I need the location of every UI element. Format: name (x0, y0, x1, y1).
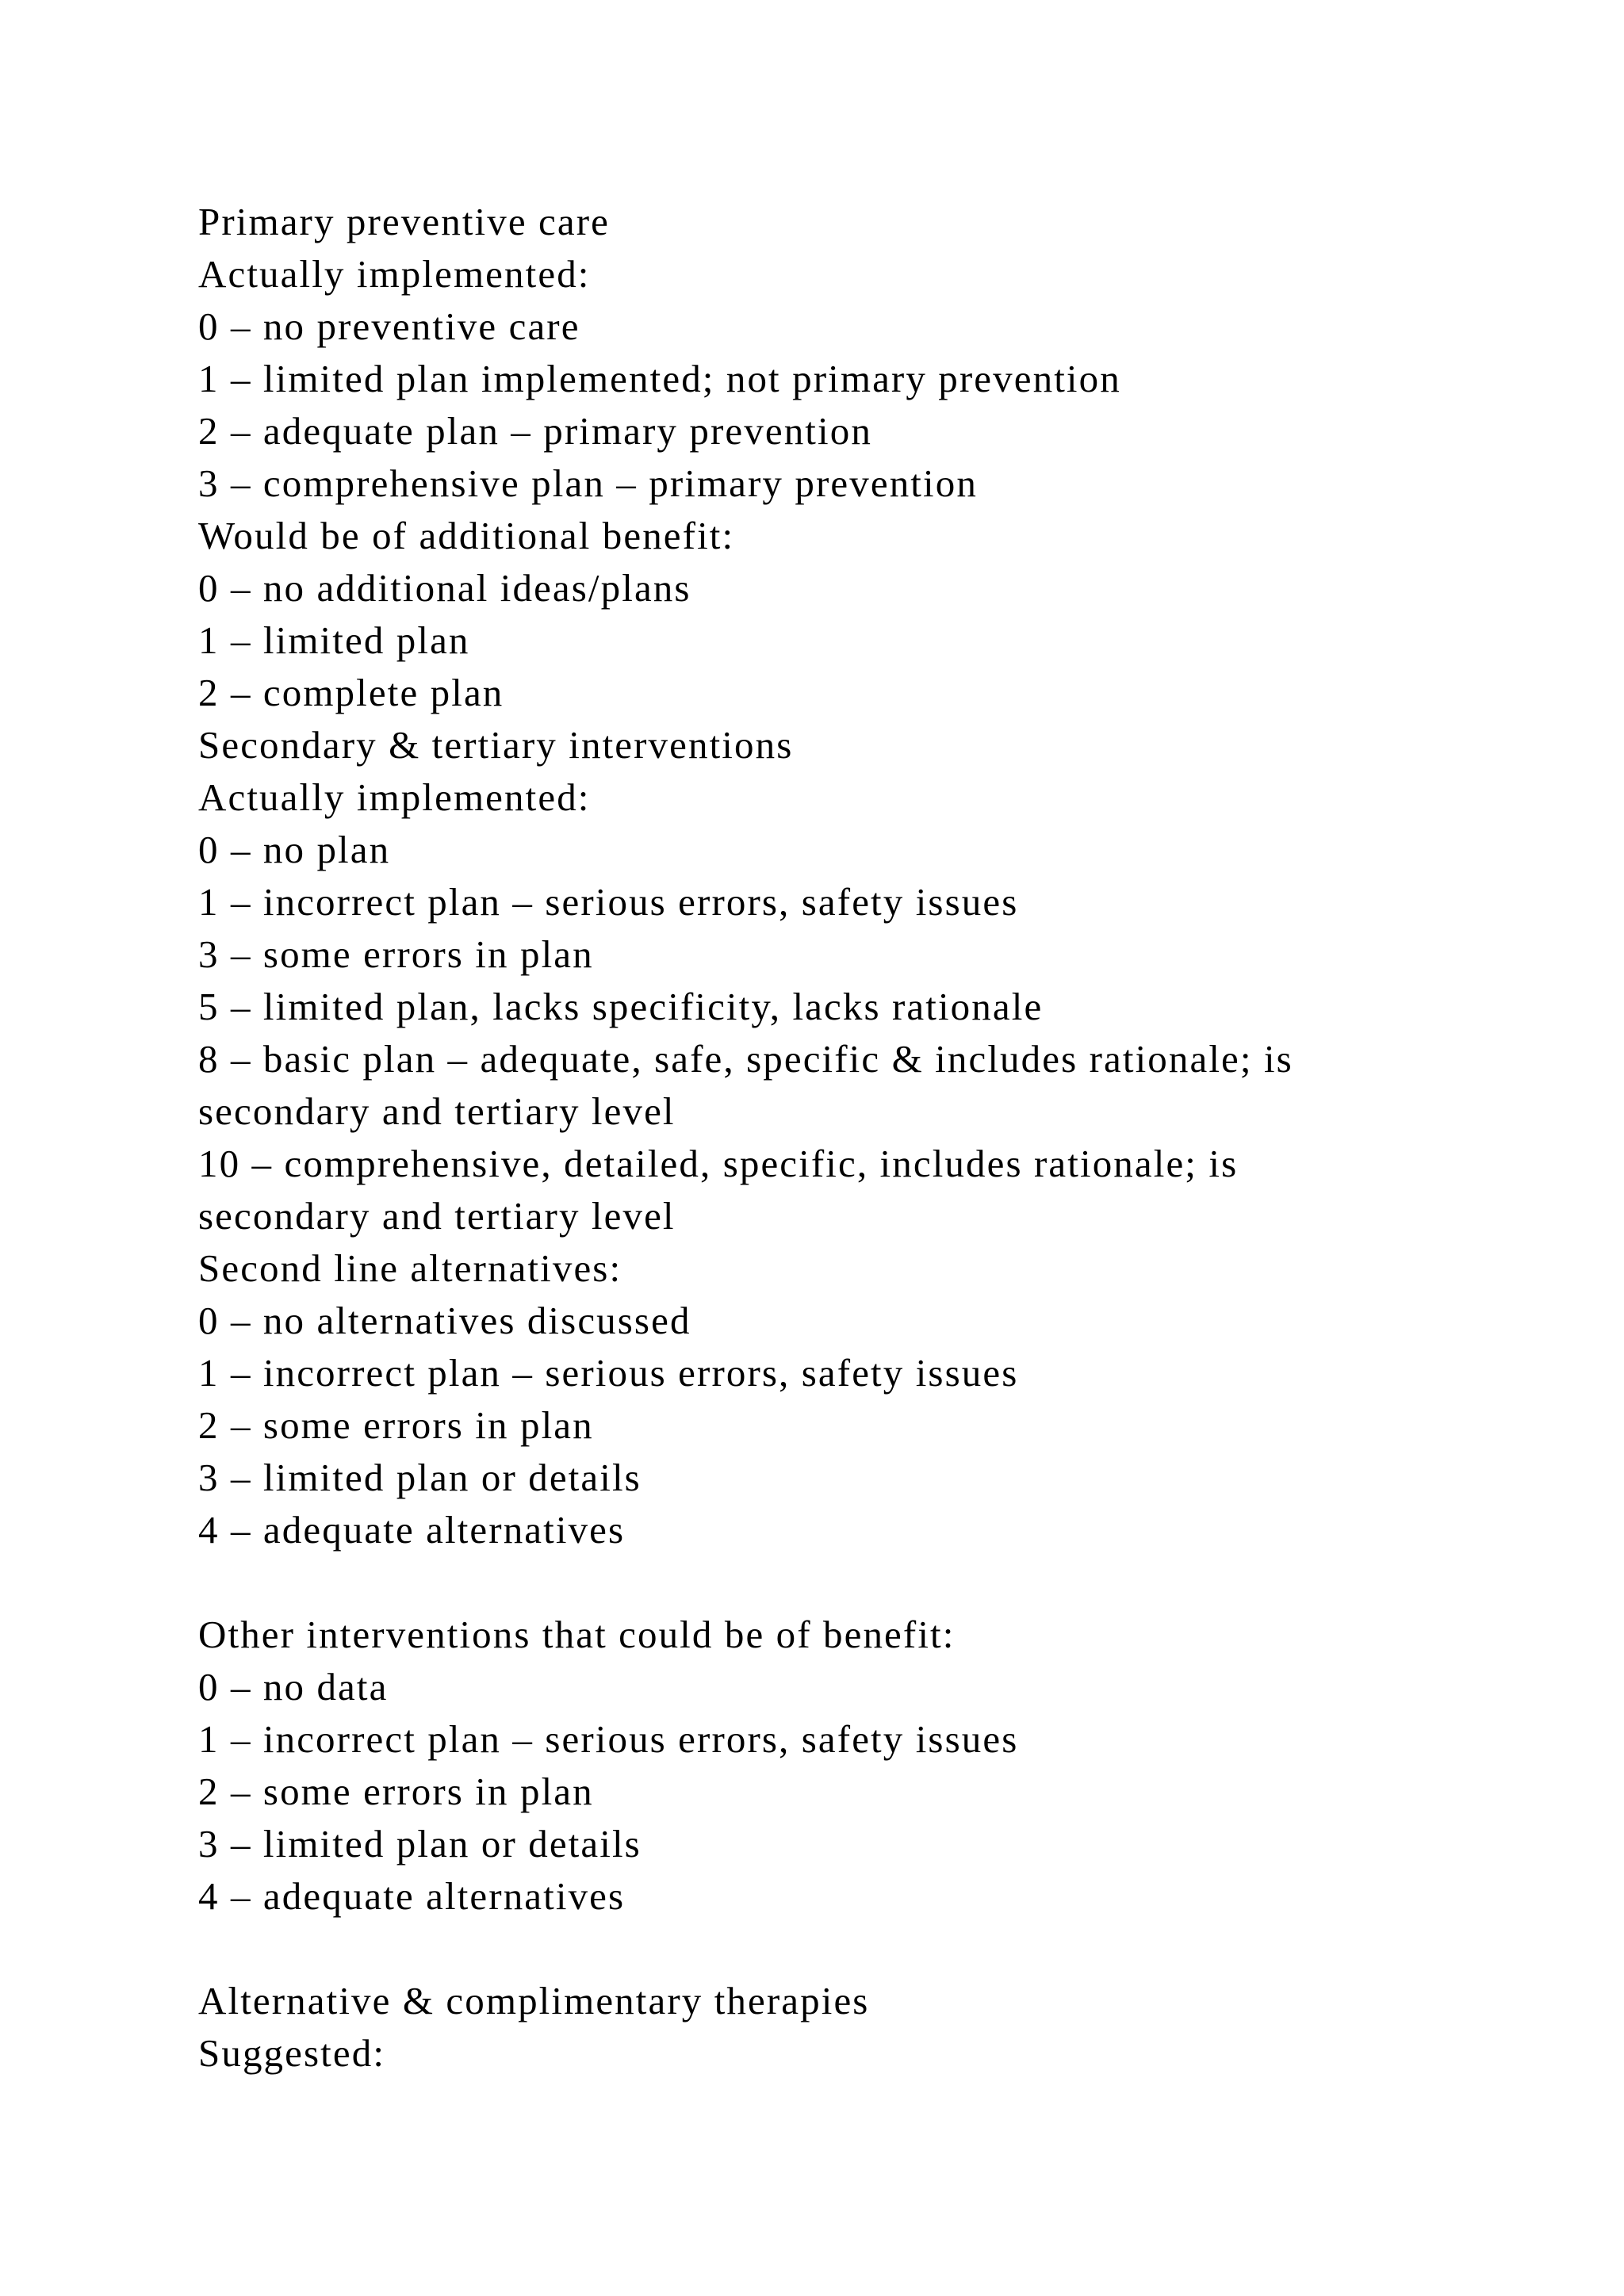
section-heading-alternative-therapies: Alternative & complimentary therapies (198, 1979, 870, 2022)
rubric-line: 2 – some errors in plan (198, 1403, 594, 1447)
rubric-line: 0 – no plan (198, 828, 391, 871)
subheading-other-interventions: Other interventions that could be of benefit: (198, 1613, 956, 1656)
rubric-line: 1 – incorrect plan – serious errors, safety issues (198, 1717, 1019, 1761)
subheading-actually-implemented: Actually implemented: (198, 252, 591, 296)
rubric-line: 3 – some errors in plan (198, 932, 594, 976)
rubric-line: 2 – some errors in plan (198, 1770, 594, 1813)
rubric-line: 1 – limited plan (198, 618, 470, 662)
blank-line (198, 1556, 1507, 1609)
document-body (198, 196, 1507, 2080)
rubric-line: 3 – limited plan or details (198, 1456, 642, 1499)
subheading-additional-benefit: Would be of additional benefit: (198, 514, 735, 557)
rubric-line: 2 – adequate plan – primary prevention (198, 409, 872, 453)
rubric-line: 8 – basic plan – adequate, safe, specific & includes rationale; is (198, 1037, 1293, 1081)
rubric-line: 2 – complete plan (198, 671, 504, 714)
rubric-line: 0 – no preventive care (198, 304, 580, 348)
rubric-line: 4 – adequate alternatives (198, 1874, 626, 1918)
rubric-line: 0 – no additional ideas/plans (198, 566, 691, 610)
rubric-line-continued: secondary and tertiary level (198, 1089, 676, 1133)
rubric-line: 10 – comprehensive, detailed, specific, includes rationale; is (198, 1142, 1239, 1185)
rubric-line: 3 – comprehensive plan – primary prevention (198, 461, 978, 505)
rubric-line: 4 – adequate alternatives (198, 1508, 626, 1552)
rubric-line: 1 – incorrect plan – serious errors, safety issues (198, 1351, 1019, 1395)
section-heading-secondary-tertiary: Secondary & tertiary interventions (198, 723, 794, 767)
rubric-line: 0 – no data (198, 1665, 389, 1709)
subheading-second-line-alternatives: Second line alternatives: (198, 1246, 622, 1290)
blank-line (198, 1923, 1507, 1975)
rubric-line-continued: secondary and tertiary level (198, 1194, 676, 1238)
rubric-line: 1 – incorrect plan – serious errors, safety issues (198, 880, 1019, 924)
rubric-line: 3 – limited plan or details (198, 1822, 642, 1866)
rubric-line: 5 – limited plan, lacks specificity, lacks rationale (198, 985, 1044, 1028)
subheading-actually-implemented: Actually implemented: (198, 775, 591, 819)
rubric-line: 0 – no alternatives discussed (198, 1299, 691, 1342)
section-heading-primary-preventive-care: Primary preventive care (198, 200, 611, 243)
rubric-line: 1 – limited plan implemented; not primary prevention (198, 357, 1121, 400)
subheading-suggested: Suggested: (198, 2031, 386, 2075)
